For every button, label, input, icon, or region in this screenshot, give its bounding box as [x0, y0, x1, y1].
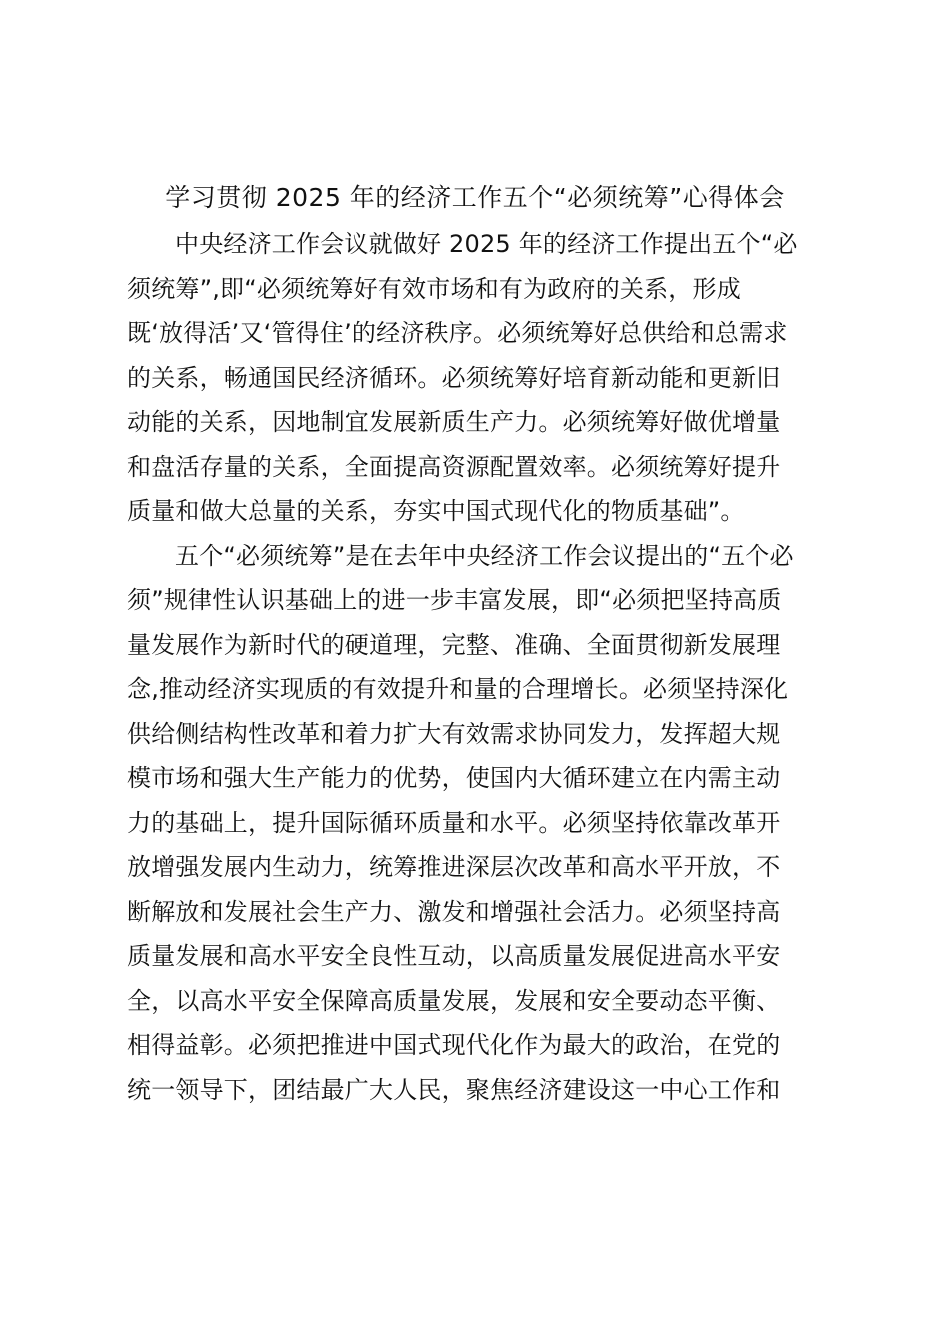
document-title: 学习贯彻 2025 年的经济工作五个“必须统筹”心得体会 [165, 183, 785, 212]
paragraph-line: 模市场和强大生产能力的优势，使国内大循环建立在内需主动 [127, 764, 781, 792]
paragraph-line: 相得益彰。必须把推进中国式现代化作为最大的政治，在党的 [127, 1031, 781, 1059]
paragraph-line: 统一领导下，团结最广大人民，聚焦经济建设这一中心工作和 [127, 1075, 781, 1104]
paragraph-line: 的关系，畅通国民经济循环。必须统筹好培育新动能和更新旧 [127, 363, 781, 392]
paragraph-line: 中央经济工作会议就做好 2025 年的经济工作提出五个“必 [175, 230, 798, 258]
paragraph-2 [127, 534, 827, 1113]
paragraph-line: 力的基础上，提升国际循环质量和水平。必须坚持依靠改革开 [127, 808, 781, 837]
paragraph-line: 须统筹”,即“必须统筹好有效市场和有为政府的关系，形成 [127, 274, 741, 303]
paragraph-line: 供给侧结构性改革和着力扩大有效需求协同发力，发挥超大规 [127, 719, 781, 748]
paragraph-line: 既‘放得活’又‘管得住’的经济秩序。必须统筹好总供给和总需求 [127, 319, 788, 347]
paragraph-line: 和盘活存量的关系，全面提高资源配置效率。必须统筹好提升 [127, 452, 781, 481]
paragraph-line: 放增强发展内生动力，统筹推进深层次改革和高水平开放，不 [127, 853, 781, 881]
paragraph-line: 全，以高水平安全保障高质量发展，发展和安全要动态平衡、 [127, 986, 781, 1015]
paragraph-line: 断解放和发展社会生产力、激发和增强社会活力。必须坚持高 [127, 897, 781, 926]
paragraph-line: 念,推动经济实现质的有效提升和量的合理增长。必须坚持深化 [127, 675, 789, 703]
paragraph-line: 质量发展和高水平安全良性互动，以高质量发展促进高水平安 [127, 942, 781, 970]
paragraph-line: 质量和做大总量的关系，夯实中国式现代化的物质基础”。 [127, 497, 745, 525]
paragraph-1 [127, 222, 827, 534]
paragraph-line: 须”规律性认识基础上的进一步丰富发展，即“必须把坚持高质 [127, 586, 782, 614]
paragraph-line: 动能的关系，因地制宜发展新质生产力。必须统筹好做优增量 [127, 408, 781, 436]
document-body [127, 222, 827, 1112]
paragraph-line: 量发展作为新时代的硬道理，完整、准确、全面贯彻新发展理 [127, 630, 781, 659]
paragraph-line: 五个“必须统筹”是在去年中央经济工作会议提出的“五个必 [175, 541, 794, 570]
